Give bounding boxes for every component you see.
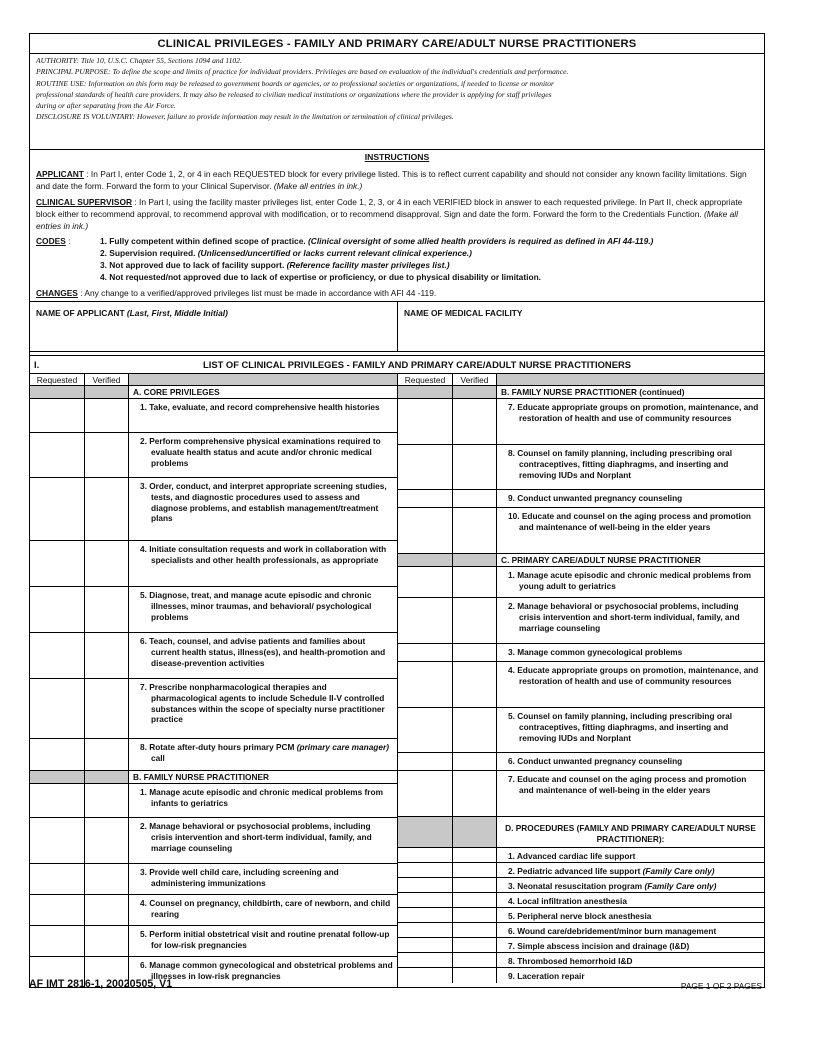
- code-note: (Unlicensed/uncertified or lacks current relevant clinical experience.): [197, 248, 472, 259]
- verified-cell[interactable]: [85, 433, 129, 477]
- requested-header: Requested: [398, 374, 453, 385]
- requested-cell[interactable]: [398, 508, 453, 553]
- verified-cell[interactable]: [85, 784, 129, 817]
- privilege-text-suffix: call: [151, 752, 165, 763]
- privilege-text: 8. Thrombosed hemorrhoid I&D: [508, 956, 633, 966]
- verified-cell[interactable]: [85, 541, 129, 586]
- privilege-text: 5. Perform initial obstetrical visit and routine prenatal follow-up for low-risk pregnancies: [140, 929, 390, 950]
- privilege-description: [129, 739, 397, 770]
- privilege-description: [497, 878, 764, 892]
- privilege-text: 1. Take, evaluate, and record comprehensive health histories: [140, 402, 380, 412]
- requested-cell[interactable]: [30, 587, 85, 632]
- privilege-description: [129, 433, 397, 477]
- part-number: I.: [34, 359, 40, 370]
- privilege-description: [497, 708, 764, 752]
- privilege-row: [30, 399, 397, 433]
- requested-cell[interactable]: [398, 644, 453, 661]
- verified-cell[interactable]: [453, 848, 497, 862]
- privacy-line: AUTHORITY: Title 10, U.S.C. Chapter 55, Sections 1094 and 1102.: [36, 56, 242, 65]
- privilege-text: 1. Manage acute episodic and chronic medical problems from young adult to geriatrics: [508, 570, 751, 591]
- privilege-text: 2. Manage behavioral or psychosocial problems, including crisis intervention and short-term individual, family, and marriage counseling: [508, 601, 740, 633]
- privilege-text: 3. Provide well child care, including screening and administering immunizations: [140, 867, 339, 888]
- code-text: 1. Fully competent within defined scope of practice.: [100, 236, 309, 247]
- requested-cell[interactable]: [398, 893, 453, 907]
- privilege-text: 3. Neonatal resuscitation program: [508, 881, 645, 891]
- requested-cell[interactable]: [398, 708, 453, 752]
- instructions-heading: INSTRUCTIONS: [364, 152, 430, 162]
- privilege-section-header: [30, 771, 397, 784]
- verified-cell[interactable]: [85, 926, 129, 956]
- medical-facility-field[interactable]: [398, 302, 529, 351]
- verified-cell[interactable]: [85, 478, 129, 540]
- applicant-text: : In Part I, enter Code 1, 2, or 4 in each REQUESTED block for every privilege listed. This is to reflect current capability and should not consider any known facility limitations. Sign and date the form. Forward the form to your Clinical Supervisor.: [36, 168, 747, 191]
- verified-cell[interactable]: [453, 753, 497, 770]
- requested-cell[interactable]: [398, 753, 453, 770]
- verified-cell[interactable]: [453, 644, 497, 661]
- privilege-note: (Family Care only): [644, 881, 717, 891]
- privilege-text: C. PRIMARY CARE/ADULT NURSE PRACTITIONER: [501, 555, 701, 565]
- verified-cell[interactable]: [453, 508, 497, 553]
- requested-cell: [398, 386, 453, 398]
- privilege-section-header: [398, 386, 764, 399]
- privilege-description: [497, 554, 764, 566]
- privilege-row: [398, 708, 764, 753]
- privilege-note: (Family Care only): [642, 866, 715, 876]
- privilege-row: [398, 848, 764, 863]
- privileges-column-left: [30, 374, 397, 987]
- privilege-row: [398, 938, 764, 953]
- verified-cell[interactable]: [453, 938, 497, 952]
- privilege-section-header: [30, 386, 397, 399]
- verified-cell[interactable]: [453, 923, 497, 937]
- applicant-ink-note: (Make all entries in ink.): [273, 180, 363, 191]
- privilege-description: [129, 771, 397, 783]
- privilege-description: [129, 864, 397, 894]
- verified-cell[interactable]: [85, 679, 129, 738]
- codes-colon: :: [65, 236, 71, 247]
- privilege-text: 4. Educate appropriate groups on promotion, maintenance, and restoration of health and use of community resources: [508, 665, 759, 686]
- requested-cell[interactable]: [30, 926, 85, 956]
- privilege-row: [398, 893, 764, 908]
- privilege-description: [497, 753, 764, 770]
- verified-cell: [85, 771, 129, 783]
- privilege-text: 2. Pediatric advanced life support: [508, 866, 643, 876]
- privilege-description: [497, 771, 764, 816]
- code-item: [100, 236, 758, 248]
- applicant-name-label: NAME OF APPLICANT: [36, 308, 125, 318]
- privilege-description: [497, 938, 764, 952]
- privilege-row: [398, 863, 764, 878]
- form-title: CLINICAL PRIVILEGES - FAMILY AND PRIMARY CARE/ADULT NURSE PRACTITIONERS: [30, 34, 764, 54]
- applicant-instructions: [36, 169, 758, 193]
- verified-cell[interactable]: [85, 587, 129, 632]
- supervisor-ink-note: (Make all entries in ink.): [36, 208, 738, 231]
- privilege-text: A. CORE PRIVILEGES: [133, 387, 220, 397]
- privilege-note: (primary care manager): [296, 742, 389, 752]
- privilege-text: 5. Counsel on family planning, including prescribing oral contraceptives, fitting diaphragms, and inserting and removing IUDs and Norplant: [508, 711, 733, 743]
- left-rows: [30, 386, 397, 987]
- code-item: [100, 248, 758, 260]
- requested-cell[interactable]: [30, 679, 85, 738]
- verified-cell[interactable]: [453, 490, 497, 507]
- privilege-text: 2. Manage behavioral or psychosocial problems, including crisis intervention and short-term individual, family, and marriage counseling: [140, 821, 372, 853]
- privilege-text: B. FAMILY NURSE PRACTITIONER: [133, 772, 269, 782]
- supervisor-instructions: [36, 197, 758, 233]
- verified-cell[interactable]: [453, 893, 497, 907]
- instructions-block: [30, 150, 764, 302]
- privilege-text: 2. Perform comprehensive physical examinations required to evaluate health status and acute and/or chronic medical problems: [140, 436, 381, 468]
- code-item: [100, 272, 758, 284]
- privilege-text: D. PROCEDURES (FAMILY AND PRIMARY CARE/ADULT NURSE PRACTITIONER):: [505, 823, 756, 844]
- code-text: 3. Not approved due to lack of facility support.: [100, 260, 287, 271]
- verified-cell[interactable]: [453, 878, 497, 892]
- verified-cell[interactable]: [85, 399, 129, 432]
- privilege-section-header: [398, 817, 764, 848]
- privacy-line: PRINCIPAL PURPOSE: To define the scope and limits of practice for individual providers. Privileges are based on evaluation of the individual's credentials and performance.: [36, 67, 569, 77]
- privilege-row: [398, 953, 764, 968]
- verified-cell[interactable]: [453, 908, 497, 922]
- requested-cell[interactable]: [398, 863, 453, 877]
- privilege-row: [398, 445, 764, 490]
- verified-cell[interactable]: [453, 445, 497, 489]
- privilege-row: [30, 818, 397, 864]
- verified-header: Verified: [453, 374, 497, 385]
- privilege-row: [398, 753, 764, 771]
- privilege-row: [30, 478, 397, 541]
- privilege-description: [497, 508, 764, 553]
- verified-cell[interactable]: [453, 598, 497, 643]
- verified-cell[interactable]: [453, 399, 497, 444]
- privilege-text: 7. Prescribe nonpharmacological therapies and pharmacological agents to include Schedule II-V controlled substances within the scope of specialty nurse practitioner practice: [140, 682, 385, 725]
- column-header: [30, 374, 397, 386]
- verified-cell[interactable]: [453, 771, 497, 816]
- privilege-description: [497, 490, 764, 507]
- privilege-description: [497, 386, 764, 398]
- requested-cell[interactable]: [30, 784, 85, 817]
- privilege-description: [497, 923, 764, 937]
- privilege-text: 7. Educate appropriate groups on promotion, maintenance, and restoration of health and use of community resources: [508, 402, 759, 423]
- privilege-row: [398, 490, 764, 508]
- verified-cell[interactable]: [85, 818, 129, 863]
- verified-cell[interactable]: [85, 895, 129, 925]
- privilege-text: 7. Educate and counsel on the aging process and promotion and maintenance of well-being in the elder years: [508, 774, 747, 795]
- medical-facility-label: NAME OF MEDICAL FACILITY: [404, 308, 523, 318]
- privilege-row: [398, 923, 764, 938]
- verified-cell[interactable]: [453, 863, 497, 877]
- applicant-name-field[interactable]: [30, 302, 398, 351]
- privilege-description: [497, 863, 764, 877]
- description-header: [497, 374, 764, 385]
- privilege-text: 6. Wound care/debridement/minor burn management: [508, 926, 717, 936]
- privilege-row: [30, 433, 397, 478]
- privilege-description: [497, 445, 764, 489]
- privilege-description: [497, 598, 764, 643]
- requested-cell[interactable]: [30, 895, 85, 925]
- privilege-row: [30, 679, 397, 739]
- privilege-section-header: [398, 554, 764, 567]
- privilege-text: 6. Conduct unwanted pregnancy counseling: [508, 756, 683, 766]
- privileges-table: [30, 374, 764, 987]
- privilege-description: [129, 784, 397, 817]
- privilege-row: [398, 644, 764, 662]
- privileges-column-right: [397, 374, 764, 987]
- requested-cell[interactable]: [398, 923, 453, 937]
- privilege-text: 10. Educate and counsel on the aging process and promotion and maintenance of well-being in the elder years: [508, 511, 751, 532]
- changes-instructions: [36, 288, 758, 300]
- right-rows: [398, 386, 764, 983]
- code-text: 4. Not requested/not approved due to lack of expertise or proficiency, or due to physical disability or limitation.: [100, 272, 542, 283]
- privilege-description: [129, 386, 397, 398]
- requested-cell[interactable]: [30, 633, 85, 678]
- verified-cell: [453, 817, 497, 847]
- privilege-text: 4. Initiate consultation requests and work in collaboration with specialists and other health professionals, as appropriate: [140, 544, 387, 565]
- verified-cell[interactable]: [453, 662, 497, 707]
- privilege-text: 1. Manage acute episodic and chronic medical problems from infants to geriatrics: [140, 787, 383, 808]
- requested-cell[interactable]: [398, 968, 453, 983]
- privacy-line: DISCLOSURE IS VOLUNTARY: However, failure to provide information may result in the limitation or termination of clinical privileges.: [36, 112, 454, 122]
- privilege-row: [30, 926, 397, 957]
- privilege-description: [497, 953, 764, 967]
- privilege-text: 9. Conduct unwanted pregnancy counseling: [508, 493, 683, 503]
- verified-cell[interactable]: [453, 968, 497, 983]
- privilege-text: 7. Simple abscess incision and drainage (I&D): [508, 941, 690, 951]
- requested-cell[interactable]: [30, 399, 85, 432]
- verified-cell[interactable]: [85, 633, 129, 678]
- privilege-row: [398, 508, 764, 554]
- requested-cell[interactable]: [398, 878, 453, 892]
- privacy-act-statement: [30, 54, 764, 150]
- privilege-row: [398, 567, 764, 598]
- privilege-text: 9. Laceration repair: [508, 971, 585, 981]
- privilege-description: [129, 587, 397, 632]
- privilege-text: 1. Advanced cardiac life support: [508, 851, 636, 861]
- verified-cell: [85, 386, 129, 398]
- privilege-row: [398, 878, 764, 893]
- privacy-line: during or after separating from the Air Force.: [36, 101, 176, 111]
- verified-cell[interactable]: [85, 864, 129, 894]
- requested-cell: [398, 554, 453, 566]
- privilege-text: 6. Teach, counsel, and advise patients and families about current health status, illness(es), and health-promotion and disease-prevention activities: [140, 636, 386, 668]
- privilege-row: [398, 908, 764, 923]
- code-note: (Clinical oversight of some allied health providers is required as defined in AFI 44-119.): [308, 236, 654, 247]
- privilege-row: [30, 541, 397, 587]
- privilege-description: [129, 926, 397, 956]
- form-identifier: AF IMT 2816-1, 20020505, V1: [29, 978, 173, 990]
- verified-cell[interactable]: [85, 739, 129, 770]
- privilege-description: [129, 679, 397, 738]
- requested-cell[interactable]: [398, 490, 453, 507]
- privilege-row: [398, 771, 764, 817]
- privilege-description: [129, 633, 397, 678]
- verified-cell: [453, 554, 497, 566]
- privilege-text: 6. Manage common gynecological and obstetrical problems and illnesses in low-risk pregnancies: [140, 960, 393, 981]
- privilege-row: [398, 598, 764, 644]
- privilege-description: [129, 541, 397, 586]
- privilege-description: [129, 399, 397, 432]
- requested-cell[interactable]: [30, 739, 85, 770]
- requested-cell[interactable]: [398, 908, 453, 922]
- changes-text: : Any change to a verified/approved privileges list must be made in accordance with AFI 44 -119.: [77, 288, 437, 299]
- verified-cell: [453, 386, 497, 398]
- privilege-text: B. FAMILY NURSE PRACTITIONER (continued): [501, 387, 685, 397]
- privilege-text: 5. Diagnose, treat, and manage acute episodic and chronic illnesses, minor traumas, and behavioral/ psychological problems: [140, 590, 372, 622]
- requested-cell: [398, 817, 453, 847]
- requested-cell[interactable]: [30, 864, 85, 894]
- privilege-text: 5. Peripheral nerve block anesthesia: [508, 911, 652, 921]
- verified-cell[interactable]: [453, 953, 497, 967]
- applicant-label: APPLICANT: [36, 168, 84, 179]
- privilege-description: [129, 478, 397, 540]
- privilege-description: [497, 848, 764, 862]
- requested-cell[interactable]: [398, 848, 453, 862]
- privacy-line: ROUTINE USE: Information on this form may be released to government boards or agencies, or to professional societies or organizations, if needed to license or monitor: [36, 78, 554, 88]
- supervisor-text: : In Part I, using the facility master privileges list, enter Code 1, 2, 3, or 4 in each VERIFIED block in answer to each requested privilege. In Part II, check appropriate block either to recommend approval, to recommend approval with modification, or to recommend disapproval. Sign and date the form. Forward the form to the Credentials Function.: [36, 196, 743, 219]
- privilege-description: [497, 644, 764, 661]
- requested-header: Requested: [30, 374, 85, 385]
- privilege-description: [497, 399, 764, 444]
- privilege-row: [30, 587, 397, 633]
- column-header: [398, 374, 764, 386]
- page-number: PAGE 1 OF 2 PAGES: [680, 981, 762, 991]
- codes-label: CODES: [36, 236, 66, 247]
- privilege-description: [497, 567, 764, 597]
- privilege-text: 8. Counsel on family planning, including prescribing oral contraceptives, fitting diaphragms, and inserting and removing IUDs and Norplant: [508, 448, 733, 480]
- code-item: [100, 260, 758, 272]
- privilege-row: [30, 864, 397, 895]
- privilege-text: 3. Manage common gynecological problems: [508, 647, 683, 657]
- privilege-row: [30, 784, 397, 818]
- privilege-text: 3. Order, conduct, and interpret appropriate screening studies, tests, and diagnostic procedures used to assess and diagnose problems, and establish management/treatment plans: [140, 481, 387, 524]
- requested-cell[interactable]: [398, 598, 453, 643]
- privilege-description: [129, 895, 397, 925]
- privilege-description: [497, 893, 764, 907]
- privilege-row: [30, 633, 397, 679]
- requested-cell[interactable]: [398, 662, 453, 707]
- requested-cell[interactable]: [30, 541, 85, 586]
- verified-cell[interactable]: [453, 567, 497, 597]
- privilege-row: [30, 895, 397, 926]
- codes-section: [36, 236, 758, 284]
- name-fields: [30, 302, 764, 352]
- changes-label: CHANGES: [36, 288, 78, 299]
- requested-cell[interactable]: [398, 771, 453, 816]
- requested-cell[interactable]: [30, 433, 85, 477]
- applicant-name-hint: (Last, First, Middle Initial): [124, 308, 228, 318]
- requested-cell[interactable]: [398, 938, 453, 952]
- privilege-description: [497, 908, 764, 922]
- privilege-description: [497, 817, 764, 847]
- requested-cell: [30, 771, 85, 783]
- privilege-description: [497, 662, 764, 707]
- description-header: [129, 374, 397, 385]
- requested-cell[interactable]: [398, 399, 453, 444]
- code-note: (Reference facility master privileges list.): [286, 260, 450, 271]
- part-heading: [30, 356, 764, 374]
- part-title: LIST OF CLINICAL PRIVILEGES - FAMILY AND PRIMARY CARE/ADULT NURSE PRACTITIONERS: [203, 359, 631, 370]
- code-text: 2. Supervision required.: [100, 248, 198, 259]
- privilege-row: [398, 662, 764, 708]
- privacy-line: professional standards of health care providers. It may also be released to civilian medical institutions or organizations where the provider is applying for staff privileges: [36, 89, 552, 99]
- privilege-text: 8. Rotate after-duty hours primary PCM: [140, 742, 297, 752]
- requested-cell[interactable]: [398, 567, 453, 597]
- requested-cell[interactable]: [398, 953, 453, 967]
- codes-list: [100, 236, 758, 284]
- supervisor-label: CLINICAL SUPERVISOR: [36, 196, 133, 207]
- verified-cell[interactable]: [453, 708, 497, 752]
- privilege-text: 4. Local infiltration anesthesia: [508, 896, 627, 906]
- privileges-form: [29, 33, 765, 988]
- requested-cell[interactable]: [30, 478, 85, 540]
- privilege-row: [30, 739, 397, 771]
- requested-cell: [30, 386, 85, 398]
- privilege-description: [129, 818, 397, 863]
- requested-cell[interactable]: [30, 818, 85, 863]
- privilege-row: [398, 399, 764, 445]
- requested-cell[interactable]: [398, 445, 453, 489]
- privilege-text: 4. Counsel on pregnancy, childbirth, care of newborn, and child rearing: [140, 898, 391, 919]
- verified-header: Verified: [85, 374, 129, 385]
